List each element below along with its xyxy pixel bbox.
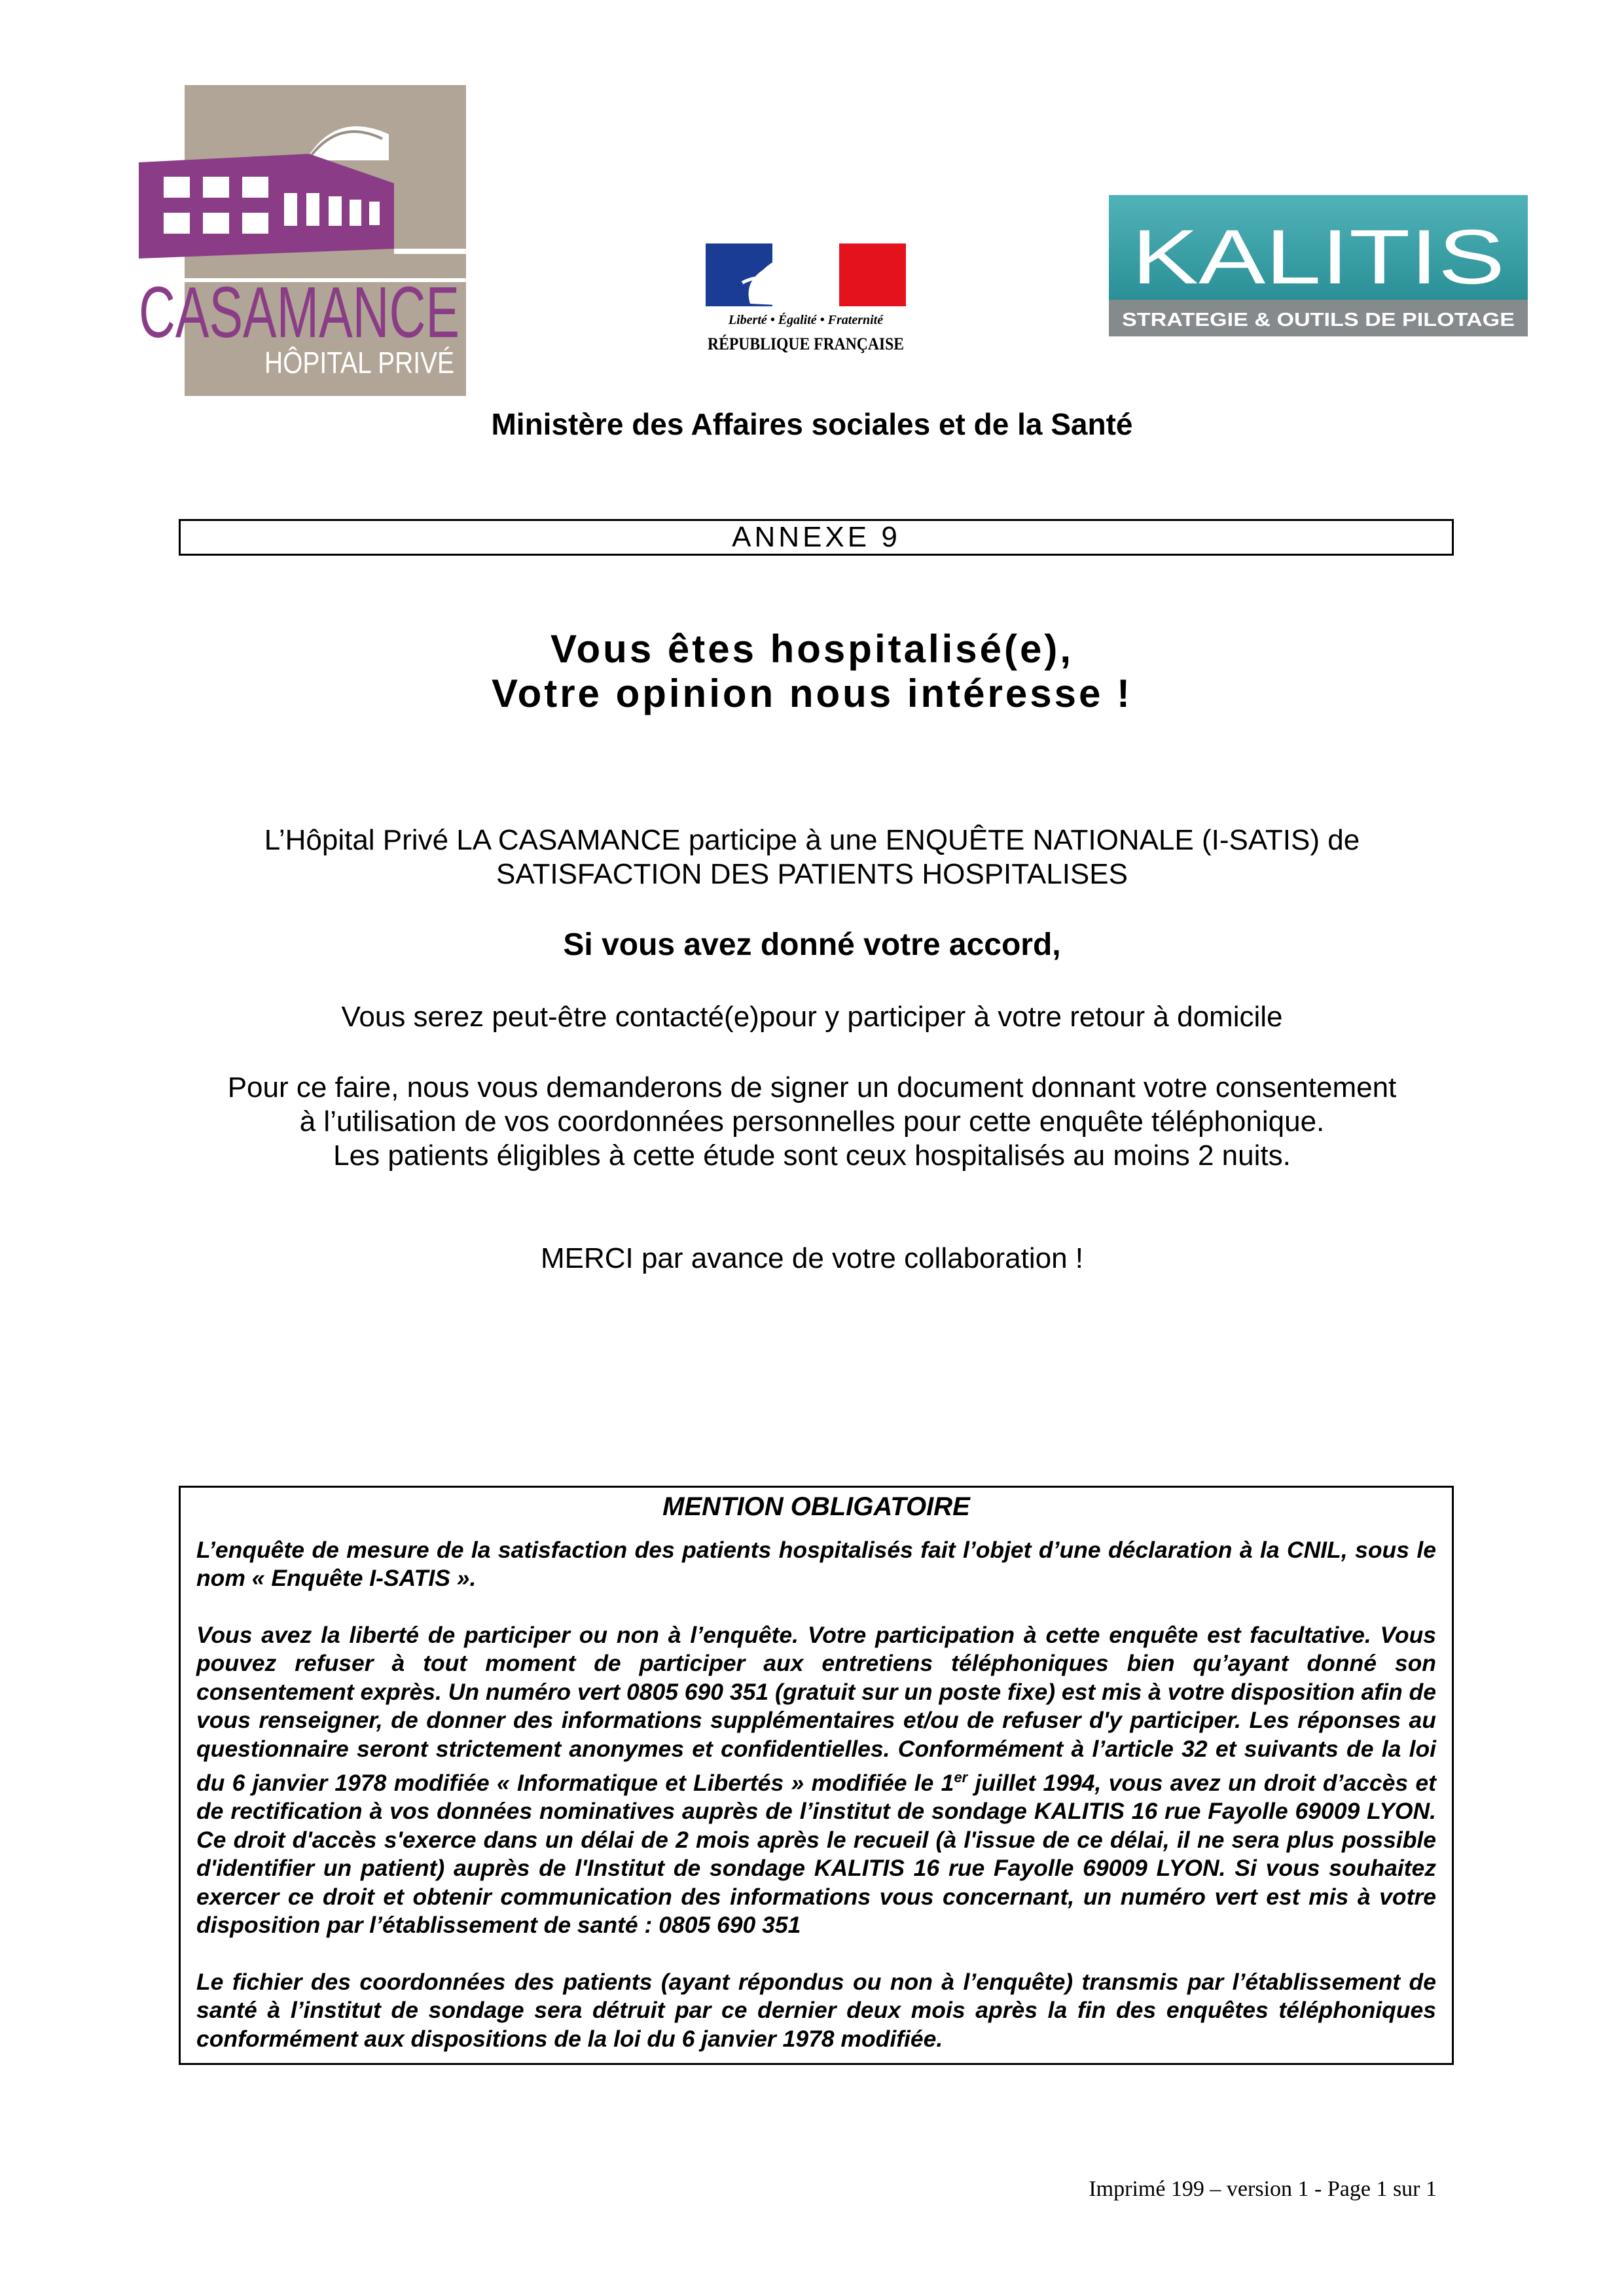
- accord-heading: Si vous avez donné votre accord,: [563, 927, 1061, 962]
- svg-text:Liberté • Égalité • Fraternité: Liberté • Égalité • Fraternité: [728, 313, 884, 327]
- mention-rights-text-b: juillet 1994, vous avez un droit d’accès et de rectification à vos données nominatives auprès de l’institut de sondage KALITIS 16 rue Fayolle 69009 LYON. Ce droit d'accès s'exerce dans un délai de 2 mois après le recueil (à l'issue de ce délai, il ne sera plus possible d'identifier un patient) auprès de l'Institut de sondage KALITIS 16 rue Fayolle 69009 LYON. Si vous souhaitez exercer ce droit et obtenir communication des informations vous concernant, un numéro vert est mis à votre disposition par l’établissement de santé : 0805 690 351: [196, 1769, 1436, 1939]
- kalitis-logo: [1109, 195, 1528, 336]
- svg-text:CASAMANCE: CASAMANCE: [139, 272, 460, 353]
- annex-label: ANNEXE 9: [179, 519, 1454, 556]
- casamance-building-icon: [139, 85, 466, 396]
- intro-line-2: SATISFACTION DES PATIENTS HOSPITALISES: [496, 858, 1128, 890]
- intro-line-1: L’Hôpital Privé LA CASAMANCE participe à une ENQUÊTE NATIONALE (I-SATIS) de: [264, 824, 1360, 856]
- contact-text: Vous serez peut-être contacté(e)pour y participer à votre retour à domicile: [341, 1001, 1283, 1033]
- mention-paragraph-file: Le fichier des coordonnées des patients (ayant répondus ou non à l’enquête) transmis par l’établissement de santé à l’institut de sondage sera détruit par ce dernier deux mois après la fin des enquêtes téléphoniques conformément aux dispositions de la loi du 6 janvier 1978 modifiée.: [196, 1968, 1436, 2052]
- republique-francaise-logo: [704, 243, 907, 361]
- procedure-line-1: Pour ce faire, nous vous demanderons de signer un document donnant votre consentement: [227, 1071, 1397, 1103]
- mention-title: MENTION OBLIGATOIRE: [662, 1492, 970, 1521]
- svg-text:RÉPUBLIQUE FRANÇAISE: RÉPUBLIQUE FRANÇAISE: [708, 334, 904, 353]
- page-title-line-2: Votre opinion nous intéresse !: [492, 672, 1132, 715]
- thanks-text: MERCI par avance de votre collaboration !: [540, 1242, 1084, 1274]
- mention-box: [179, 1486, 1454, 2065]
- casamance-logo: [139, 85, 466, 396]
- procedure-paragraph: [0, 1071, 1624, 1173]
- mention-rights-text-a: Vous avez la liberté de participer ou non à l’enquête. Votre participation à cette enquête est facultative. Vous pouvez refuser à tout moment de participer aux entretiens téléphoniques bien qu’ayant donné son consentement exprès. Un numéro vert 0805 690 351 (gratuit sur un poste fixe) est mis à votre disposition afin de vous renseigner, de donner des informations supplémentaires et/ou de refuser d'y participer. Les réponses au questionnaire seront strictement anonymes et confidentielles. Conformément à l’article 32 et suivants de la loi du 6 janvier 1978 modifiée « Informatique et Libertés » modifiée le 1: [196, 1621, 1436, 1796]
- page-title-line-1: Vous êtes hospitalisé(e),: [550, 627, 1074, 671]
- mention-rights-superscript: er: [954, 1769, 968, 1785]
- ministry-heading: Ministère des Affaires sociales et de la Santé: [491, 407, 1133, 441]
- page-footer: Imprimé 199 – version 1 - Page 1 sur 1: [1089, 2177, 1437, 2201]
- mention-paragraph-rights: [196, 1621, 1436, 1940]
- svg-text:STRATEGIE & OUTILS DE PILOTAGE: STRATEGIE & OUTILS DE PILOTAGE: [1122, 310, 1515, 331]
- procedure-line-3: Les patients éligibles à cette étude sont ceux hospitalisés au moins 2 nuits.: [333, 1139, 1291, 1172]
- svg-text:HÔPITAL PRIVÉ: HÔPITAL PRIVÉ: [264, 346, 454, 380]
- kalitis-brand-icon: [1109, 195, 1528, 336]
- svg-text:KALITIS: KALITIS: [1132, 214, 1505, 300]
- intro-paragraph: [0, 823, 1624, 891]
- page-title: [0, 627, 1624, 716]
- marianne-icon: [704, 243, 907, 361]
- mention-paragraph-cnil: L’enquête de mesure de la satisfaction des patients hospitalisés fait l’objet d’une déclaration à la CNIL, sous le nom « Enquête I-SATIS ».: [196, 1536, 1436, 1591]
- procedure-line-2: à l’utilisation de vos coordonnées personnelles pour cette enquête téléphonique.: [299, 1105, 1325, 1138]
